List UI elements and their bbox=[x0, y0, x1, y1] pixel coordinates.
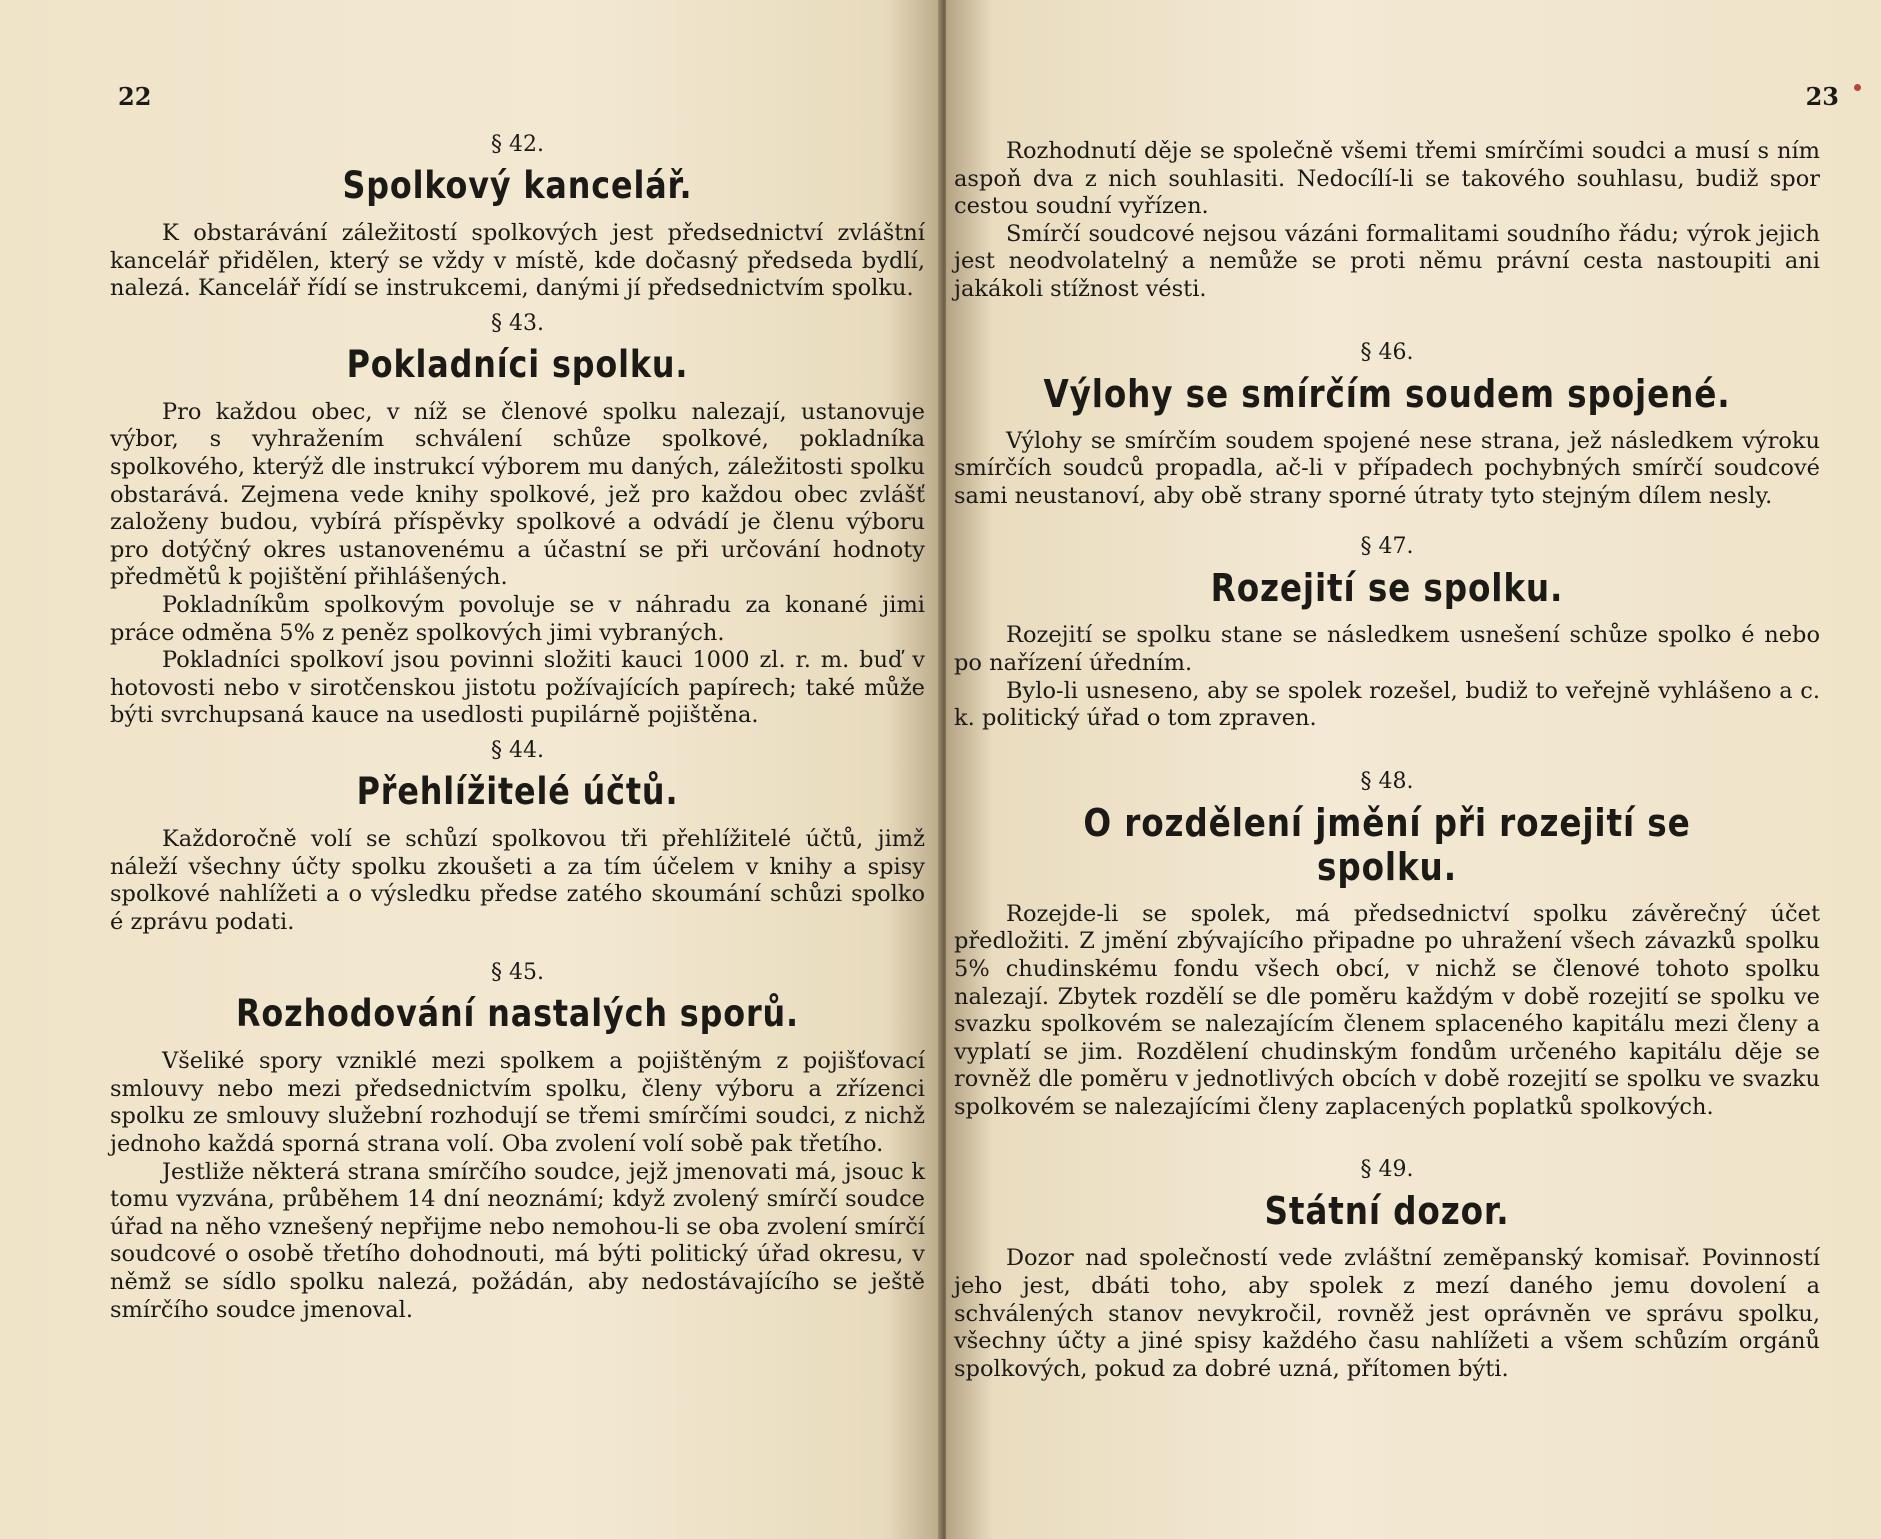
section-number: § 49. bbox=[1360, 1157, 1414, 1183]
section-number: § 42. bbox=[491, 132, 544, 157]
paragraph: Každoročně volí se schůzí spolkovou tři přehlížitelé účtů, jimž náleží všechny účty spolku zkoušeti a za tím účelem v knihy a spisy spolkové nahlížeti a o výsledku předse zatého skoumání schůzi spolko é zprávu podati. bbox=[110, 825, 925, 935]
section-number: § 48. bbox=[1360, 768, 1414, 794]
section-number: § 44. bbox=[491, 737, 544, 763]
section-title: Rozhodování nastalých sporů. bbox=[236, 992, 799, 1036]
section-number: § 45. bbox=[491, 960, 544, 986]
paragraph: Všeliké spory vzniklé mezi spolkem a pojištěným z pojišťovací smlouvy nebo mezi předsednictvím spolku, členy výboru a zřízenci spolku ze smlouvy služební rozhodují se třemi smírčími soudci, z nichž jednoho každá sporná strana volí. Oba zvolení volí sobě pak třetího. bbox=[110, 1048, 925, 1158]
left-page-content bbox=[110, 130, 925, 1324]
paragraph: Jestliže některá strana smírčího soudce, jejž jmenovati má, jsouc k tomu vyzvána, průběhem 14 dní neoznámí; když zvolený smírčí soudce úřad na něho vznešený nepřijme nebo nemohou-li se oba zvolení smírčí soudcové o osobě třetího dohodnouti, má býti politický úřad okresu, v němž se sídlo spolku nalezá, požádán, aby nedostávajícího se ještě smírčího soudce jmenoval. bbox=[110, 1158, 925, 1323]
paragraph: Rozejde-li se spolek, má předsednictví spolku závěrečný účet předložiti. Z jmění zbývajícího připadne po uhražení všech závazků spolku 5% chudinskému fondu všech obcí, v nichž se členové tohoto spolku nalezají. Zbytek rozdělí se dle poměru každým v době rozejití se spolku ve svazku spolkovém se nalezajícím členem splaceného kapitálu mezi členy a vyplatí se jim. Rozdělení chudinským fondům určeného kapitálu děje se rovněž dle poměru v jednotlivých obcích v době rozejití se spolku ve svazku spolkovém se nalezajícími členy zaplacených poplatků spolkových. bbox=[954, 900, 1820, 1120]
section-number: § 47. bbox=[1360, 534, 1414, 560]
paragraph: Rozhodnutí děje se společně všemi třemi smírčími soudci a musí s ním aspoň dva z nich souhlasiti. Nedocílí-li se takového souhlasu, budiž spor cestou soudní vyřízen. bbox=[954, 138, 1820, 220]
paragraph: Bylo-li usneseno, aby se spolek rozešel, budiž to veřejně vyhlášeno a c. k. politický úřad o tom zpraven. bbox=[954, 677, 1820, 732]
section-title: Výlohy se smírčím soudem spojené. bbox=[1043, 371, 1731, 416]
right-page-content bbox=[954, 138, 1820, 1383]
section-number: § 43. bbox=[491, 310, 544, 336]
paragraph: Výlohy se smírčím soudem spojené nese strana, jež následkem výroku smírčích soudců propadla, ač-li v případech pochybných smírčí soudcové sami neustanoví, aby obě strany sporné útraty tyto stejným dílem nesly. bbox=[954, 427, 1820, 509]
paragraph: Dozor nad společností vede zvláštní zeměpanský komisař. Povinností jeho jest, dbáti toho, aby spolek z mezí daného jemu dovolení a schválených stanov nevykročil, rovněž jest oprávněn ve správu spolku, všechny účty a jiné spisy každého času nahlížeti a všem schůzím orgánů spolkových, pokud za dobré uzná, přítomen býti. bbox=[954, 1245, 1820, 1382]
ink-mark bbox=[1854, 84, 1861, 91]
paragraph: Pokladníkům spolkovým povoluje se v náhradu za konané jimi práce odměna 5% z peněz spolkových jimi vybraných. bbox=[110, 591, 925, 646]
section-title: Přehlížitelé účtů. bbox=[356, 769, 679, 813]
paragraph: Rozejití se spolku stane se následkem usnešení schůze spolko é nebo po nařízení úředním. bbox=[954, 622, 1820, 676]
page-number: 23 bbox=[1805, 82, 1839, 111]
section-title: Rozejití se spolku. bbox=[1210, 566, 1564, 611]
page-number: 22 bbox=[118, 82, 152, 111]
section-title: Spolkový kancelář. bbox=[342, 164, 693, 207]
section-title: Pokladníci spolku. bbox=[346, 342, 689, 386]
section-number: § 46. bbox=[1360, 339, 1414, 365]
section-title: Státní dozor. bbox=[1264, 1189, 1510, 1234]
section-title: O rozdělení jmění při rozejití se spolku. bbox=[1083, 800, 1691, 889]
paragraph: K obstarávání záležitostí spolkových jest předsednictví zvláštní kancelář přidělen, který se vždy v místě, kde dočasný předseda bydlí, nalezá. Kancelář řídí se instrukcemi, danými jí předsednictvím spolku. bbox=[110, 220, 925, 302]
right-page bbox=[946, 0, 1881, 1539]
paragraph: Pokladníci spolkoví jsou povinni složiti kauci 1000 zl. r. m. buď v hotovosti nebo v sirotčenskou jistotu požívajících papírech; také může býti svrchupsaná kauce na usedlosti pupilárně pojištěna. bbox=[110, 647, 925, 729]
paragraph: Smírčí soudcové nejsou vázáni formalitami soudního řádu; výrok jejich jest neodvolatelný a nemůže se proti němu právní cesta nastoupiti ani jakákoli stížnost vésti. bbox=[954, 220, 1820, 302]
paragraph: Pro každou obec, v níž se členové spolku nalezají, ustanovuje výbor, s vyhražením schválení schůze spolkové, pokladníka spolkového, kterýž dle instrukcí výborem mu daných, záležitosti spolku obstarává. Zejmena vede knihy spolkové, jež pro každou obec zvlášť založeny budou, vybírá příspěvky spolkové a odvádí je členu výboru pro dotýčný okres ustanovenému a účastní se při určování hodnoty předmětů k pojištění přihlášených. bbox=[110, 398, 925, 591]
